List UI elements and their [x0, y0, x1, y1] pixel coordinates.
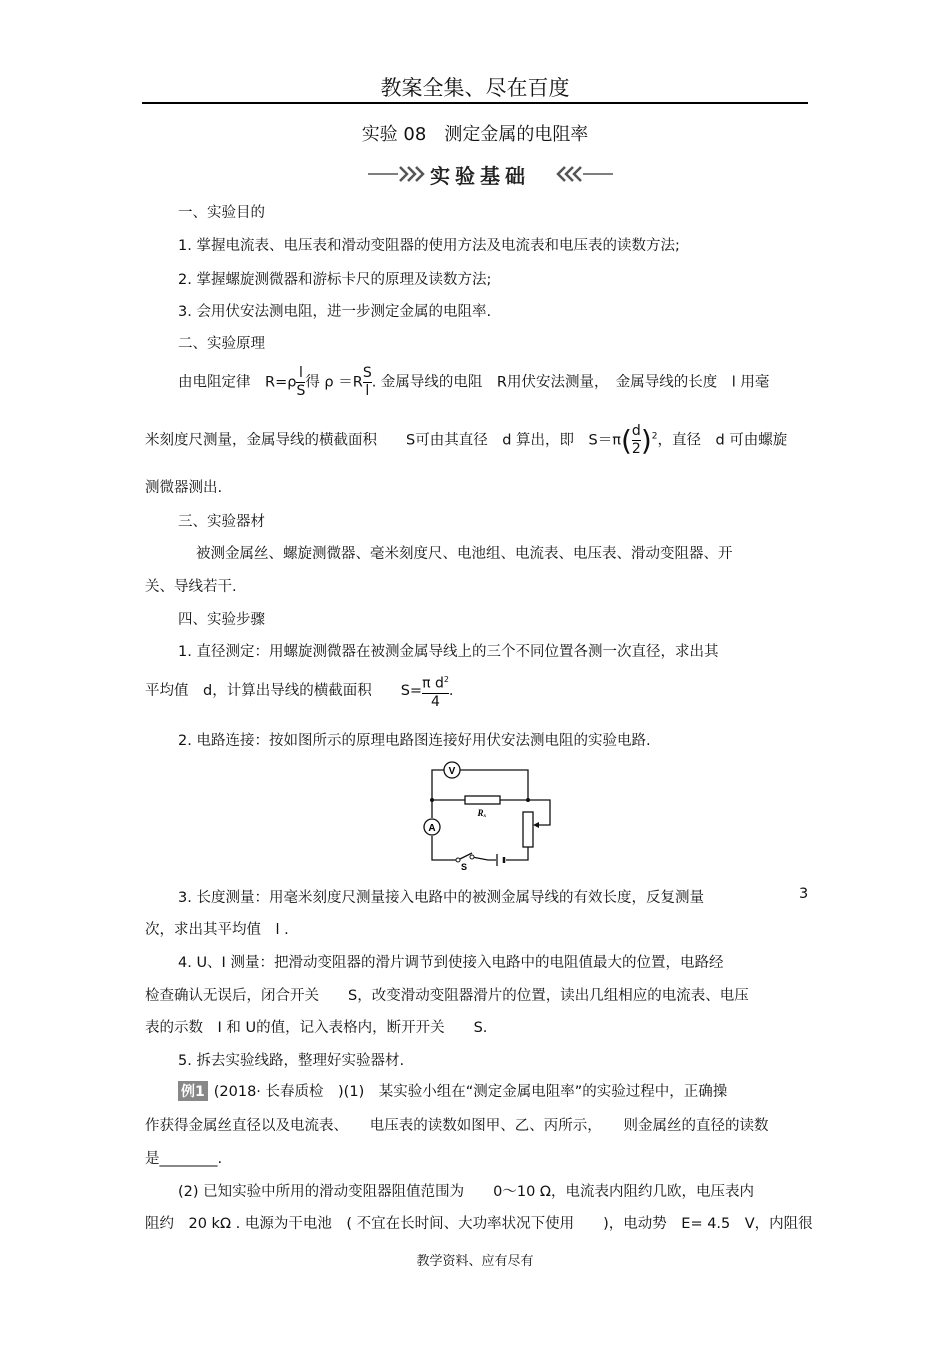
step-4-line: 表的示数 I 和 U的值，记入表格内，断开开关 S. [145, 1020, 488, 1036]
step-1-formula-line [145, 672, 454, 710]
resistor-label: Rₓ [477, 808, 487, 818]
section1-heading: 一、实验目的 [178, 205, 265, 221]
principle-line-2 [145, 424, 787, 457]
principle-text: 得 ρ ＝R [305, 374, 363, 391]
fraction-numerator: S [362, 365, 372, 381]
section4-heading: 四、实验步骤 [178, 612, 265, 628]
fraction-numerator: l [298, 365, 303, 381]
step-4-line: 检查确认无误后，闭合开关 S，改变滑动变阻器滑片的位置，读出几组相应的电流表、电压 [145, 988, 749, 1004]
equipment-line: 关、导线若干. [145, 579, 237, 595]
resistor-rx-icon [465, 796, 500, 804]
step-3-line: 3. 长度测量：用毫米刻度尺测量接入电路中的被测金属导线的有效长度，反复测量 [178, 890, 704, 906]
numerator-text: π d [422, 675, 444, 692]
example-line-5: 阻约 20 kΩ . 电源为干电池 ( 不宜在长时间、大功率状况下使用 )，电动势 E= 4.5 V，内阻很 [145, 1216, 813, 1232]
banner-label: 实验基础 [430, 164, 530, 188]
step-5-line: 5. 拆去实验线路，整理好实验器材. [178, 1053, 405, 1069]
example-line-1 [178, 1080, 727, 1101]
step-3-line: 次，求出其平均值 l . [145, 922, 289, 938]
paren-open: ( [620, 424, 632, 457]
step-text: 平均值 d，计算出导线的横截面积 S= [145, 682, 423, 699]
voltmeter-label: V [448, 766, 456, 777]
header-title: 教案全集、尽在百度 [380, 76, 570, 100]
switch-contact [470, 855, 474, 859]
section1-item: 1. 掌握电流表、电压表和滑动变阻器的使用方法及电流表和电压表的读数方法; [178, 238, 680, 254]
switch-label: S [460, 862, 468, 870]
example-line-4: (2) 已知实验中所用的滑动变阻器阻值范围为 0～10 Ω，电流表内阻约几欧，电压表内 [178, 1184, 755, 1200]
section-banner [368, 158, 613, 190]
principle-line-1 [178, 366, 769, 399]
junction-dot [526, 798, 530, 802]
junction-dot [430, 798, 434, 802]
section2-heading: 二、实验原理 [178, 336, 265, 352]
fraction-numerator: d [631, 423, 641, 439]
step-4-line: 4. U、I 测量：把滑动变阻器的滑片调节到使接入电路中的电阻值最大的位置，电路经 [178, 955, 724, 971]
example-line-3: 是________. [145, 1151, 223, 1167]
section3-heading: 三、实验器材 [178, 514, 265, 530]
header-divider [142, 102, 808, 104]
fraction-denominator: 2 [631, 441, 641, 457]
fraction-numerator [422, 672, 449, 692]
principle-line-3: 测微器测出. [145, 480, 223, 496]
exponent: 2 [443, 675, 449, 684]
switch-icon [456, 858, 460, 862]
ammeter-label: A [428, 823, 436, 834]
rheostat-icon [523, 812, 533, 847]
step-2-line: 2. 电路连接：按如图所示的原理电路图连接好用伏安法测电阻的实验电路. [178, 733, 651, 749]
principle-text: 由电阻定律 R=ρ [178, 374, 297, 391]
footer-text: 教学资料、应有尽有 [416, 1254, 534, 1269]
document-title: 实验 08 测定金属的电阻率 [361, 124, 589, 145]
example-text: (2018· 长春质检 )(1) 某实验小组在“测定金属电阻率”的实验过程中，正确操 [213, 1084, 728, 1100]
step-1-line: 1. 直径测定：用螺旋测微器在被测金属导线上的三个不同位置各测一次直径，求出其 [178, 644, 719, 660]
section1-item: 3. 会用伏安法测电阻，进一步测定金属的电阻率. [178, 304, 492, 320]
example-badge: 例1 [178, 1081, 208, 1101]
step-3-count: 3 [799, 886, 809, 902]
equipment-line: 被测金属丝、螺旋测微器、毫米刻度尺、电池组、电流表、电压表、滑动变阻器、开 [196, 546, 733, 562]
fraction-denominator: S [296, 383, 306, 399]
example-line-2: 作获得金属丝直径以及电流表、 电压表的读数如图甲、乙、丙所示， 则金属丝的直径的读数 [145, 1118, 769, 1134]
fraction-pi-d2-over-4 [422, 672, 449, 710]
fraction-d-over-2 [632, 424, 641, 457]
exponent: 2 [651, 431, 658, 442]
paren-close: ) [640, 424, 652, 457]
circuit-diagram [420, 760, 560, 870]
fraction-denominator: 4 [431, 693, 440, 710]
fraction-s-over-l [363, 366, 372, 399]
step-text: . [448, 682, 454, 699]
rheostat-slider-icon [533, 822, 539, 828]
principle-text: . 金属导线的电阻 R用伏安法测量， 金属导线的长度 l 用毫 [371, 374, 770, 391]
fraction-l-over-s [296, 366, 305, 399]
principle-text: ，直径 d 可由螺旋 [657, 432, 788, 449]
section1-item: 2. 掌握螺旋测微器和游标卡尺的原理及读数方法; [178, 272, 492, 288]
principle-text: 米刻度尺测量，金属导线的横截面积 S可由其直径 d 算出，即 S＝π [145, 432, 621, 449]
fraction-denominator: l [365, 383, 370, 399]
